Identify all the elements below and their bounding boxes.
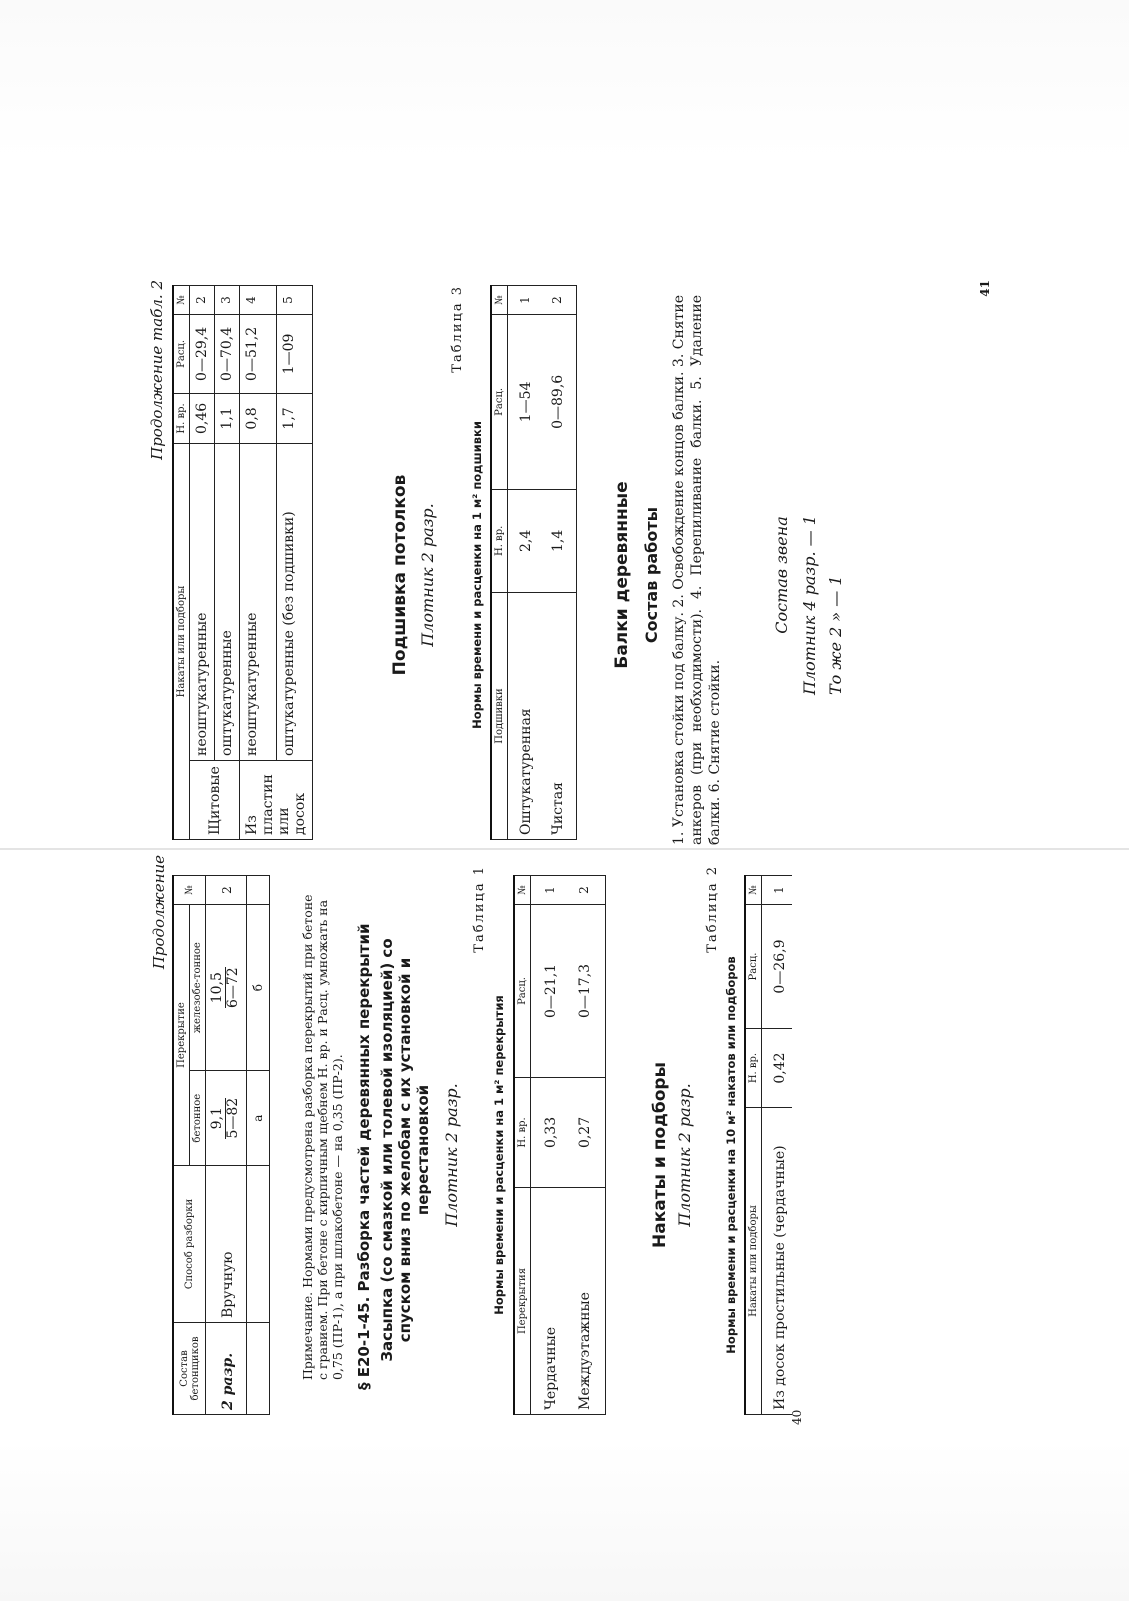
table-cell: 2 xyxy=(538,286,577,315)
table-cell: а xyxy=(246,1071,269,1166)
table-cell: 2,4 xyxy=(508,489,539,592)
worker-label: Плотник 2 разр. xyxy=(418,503,437,647)
table-cell: 1 xyxy=(508,286,539,315)
col-header: № xyxy=(173,876,206,905)
table-2-continued xyxy=(172,285,313,840)
table-cell: Вручную xyxy=(206,1166,247,1323)
table-cell: 0,46 xyxy=(190,393,215,443)
table-cell: 1—54 xyxy=(508,315,539,490)
table-cell: 0—17,3 xyxy=(563,905,606,1078)
left-page xyxy=(150,855,950,1425)
table-cell: 5 xyxy=(276,286,313,315)
col-header: Н. вр. xyxy=(173,393,190,443)
table-cell: 1—09 xyxy=(276,315,313,394)
col-header: Накаты или подборы xyxy=(173,444,190,840)
table-group-label: Щитовые xyxy=(190,761,240,840)
table-cell: 0,42 xyxy=(762,1029,793,1108)
worker-label: Плотник 2 разр. xyxy=(442,1083,461,1227)
table-cell: 0—70,4 xyxy=(215,315,240,394)
table-caption: Нормы времени и расценки на 1 м² подшивки xyxy=(470,421,484,729)
crew-line: Плотник 4 разр. — 1 xyxy=(800,515,819,695)
table-cell: 2 разр. xyxy=(206,1323,247,1415)
table-cell: Чердачные xyxy=(531,1188,564,1415)
col-header: Накаты или подборы xyxy=(745,1108,762,1415)
col-header: Перекрытие xyxy=(173,905,190,1166)
col-header: Н. вр. xyxy=(491,489,508,592)
work-composition-text: 1. Установка стойки под балку. 2. Освобождение концов балки. 3. Снятие анкеров (при необходимости). 4. Перепиливание балки. 5. Удаление балки. 6. Снятие стойки. xyxy=(671,295,724,845)
col-header: № xyxy=(514,876,531,905)
page-fold-line xyxy=(0,848,1129,850)
crew-title: Состав звена xyxy=(772,516,791,634)
col-header: бетонное xyxy=(190,1071,206,1166)
table-cell: Из досок простильные (чердачные) xyxy=(762,1108,793,1415)
table-cell: оштукатуренные xyxy=(215,444,240,761)
table-cell: 0—89,6 xyxy=(538,315,577,490)
table-cell: 1,4 xyxy=(538,489,577,592)
subsection-title: Накаты и подборы xyxy=(650,1062,670,1248)
table-cell: 0,27 xyxy=(563,1077,606,1187)
table-cell: Оштукатуренная xyxy=(508,593,539,840)
subsection-title: Подшивка потолков xyxy=(390,474,410,676)
table-2 xyxy=(744,875,792,1415)
col-header: железобе-тонное xyxy=(190,905,206,1071)
col-header: Состав бетонщиков xyxy=(173,1323,206,1415)
table-label: Таблица 1 xyxy=(472,865,487,953)
table-cell: 2 xyxy=(563,876,606,905)
page-number: 40 xyxy=(790,1409,804,1425)
section-subtitle: Засыпка (со смазкой или толевой изоляцией) со спуском вниз по желобам с их установкой и перестановкой xyxy=(378,938,432,1362)
table-cell: 0—21,1 xyxy=(531,905,564,1078)
table-cell: 1 xyxy=(531,876,564,905)
table-cell: Междуэтажные xyxy=(563,1188,606,1415)
right-page xyxy=(150,280,1010,845)
table-group-label: Из пластин или досок xyxy=(240,761,313,840)
col-header: Расц. xyxy=(491,315,508,490)
table-1 xyxy=(513,875,606,1415)
table-cell: Чистая xyxy=(538,593,577,840)
col-header: Подшивки xyxy=(491,593,508,840)
table-cell: 3 xyxy=(215,286,240,315)
table-cell: оштукатуренные (без подшивки) xyxy=(276,444,313,761)
table-cell: 4 xyxy=(240,286,277,315)
table-cell: 2 xyxy=(206,876,247,905)
subsection-title: Балки деревянные xyxy=(612,481,632,669)
table-cell: неоштукатуренные xyxy=(190,444,215,761)
page-header: Продолжение xyxy=(150,855,168,970)
table-cell: 1,7 xyxy=(276,393,313,443)
table-cell: 0—51,2 xyxy=(240,315,277,394)
col-header: № xyxy=(491,286,508,315)
work-composition-title: Состав работы xyxy=(642,506,661,644)
col-header: Расц. xyxy=(514,905,531,1078)
table-label: Таблица 2 xyxy=(705,865,720,953)
table-caption: Нормы времени и расценки на 1 м² перекрытия xyxy=(492,995,506,1315)
table-cell: 0—26,9 xyxy=(762,905,793,1029)
table-cell: 0—29,4 xyxy=(190,315,215,394)
col-header: Перекрытия xyxy=(514,1188,531,1415)
table-caption: Нормы времени и расценки на 10 м² накатов или подборов xyxy=(724,956,738,1354)
col-header: № xyxy=(173,286,190,315)
table-cell: 2 xyxy=(190,286,215,315)
table-cell: б xyxy=(246,905,269,1071)
table-cell-fraction: 10,5 6—72 xyxy=(206,905,247,1071)
section-title: § Е20-1-45. Разборка частей деревянных перекрытий xyxy=(355,923,373,1390)
norms-table-top xyxy=(172,875,270,1415)
table-cell: 0,8 xyxy=(240,393,277,443)
col-header: Способ разборки xyxy=(173,1166,206,1323)
page-number: 41 xyxy=(978,280,992,297)
crew-line: То же 2 » — 1 xyxy=(826,575,845,695)
table-cell: 0,33 xyxy=(531,1077,564,1187)
col-header: Н. вр. xyxy=(514,1077,531,1187)
table-3 xyxy=(490,285,577,840)
table-cell: 1 xyxy=(762,876,793,905)
col-header: Н. вр. xyxy=(745,1029,762,1108)
table-cell: 1,1 xyxy=(215,393,240,443)
worker-label: Плотник 2 разр. xyxy=(675,1083,694,1227)
col-header: Расц. xyxy=(173,315,190,394)
table-label: Таблица 3 xyxy=(450,285,465,373)
table-cell: неоштукатуренные xyxy=(240,444,277,761)
note-text: Примечание. Нормами предусмотрена разборка перекрытий при бетоне с гравием. При бетоне с кирпичным щебнем Н. вр. и Расц. умножать на 0,75 (ПР-1), а при шлакобетоне — на 0,35 (ПР-2). xyxy=(300,894,345,1380)
col-header: № xyxy=(745,876,762,905)
table-cell-fraction: 9,1 5—82 xyxy=(206,1071,247,1166)
page-header: Продолжение табл. 2 xyxy=(148,280,166,460)
col-header: Расц. xyxy=(745,905,762,1029)
